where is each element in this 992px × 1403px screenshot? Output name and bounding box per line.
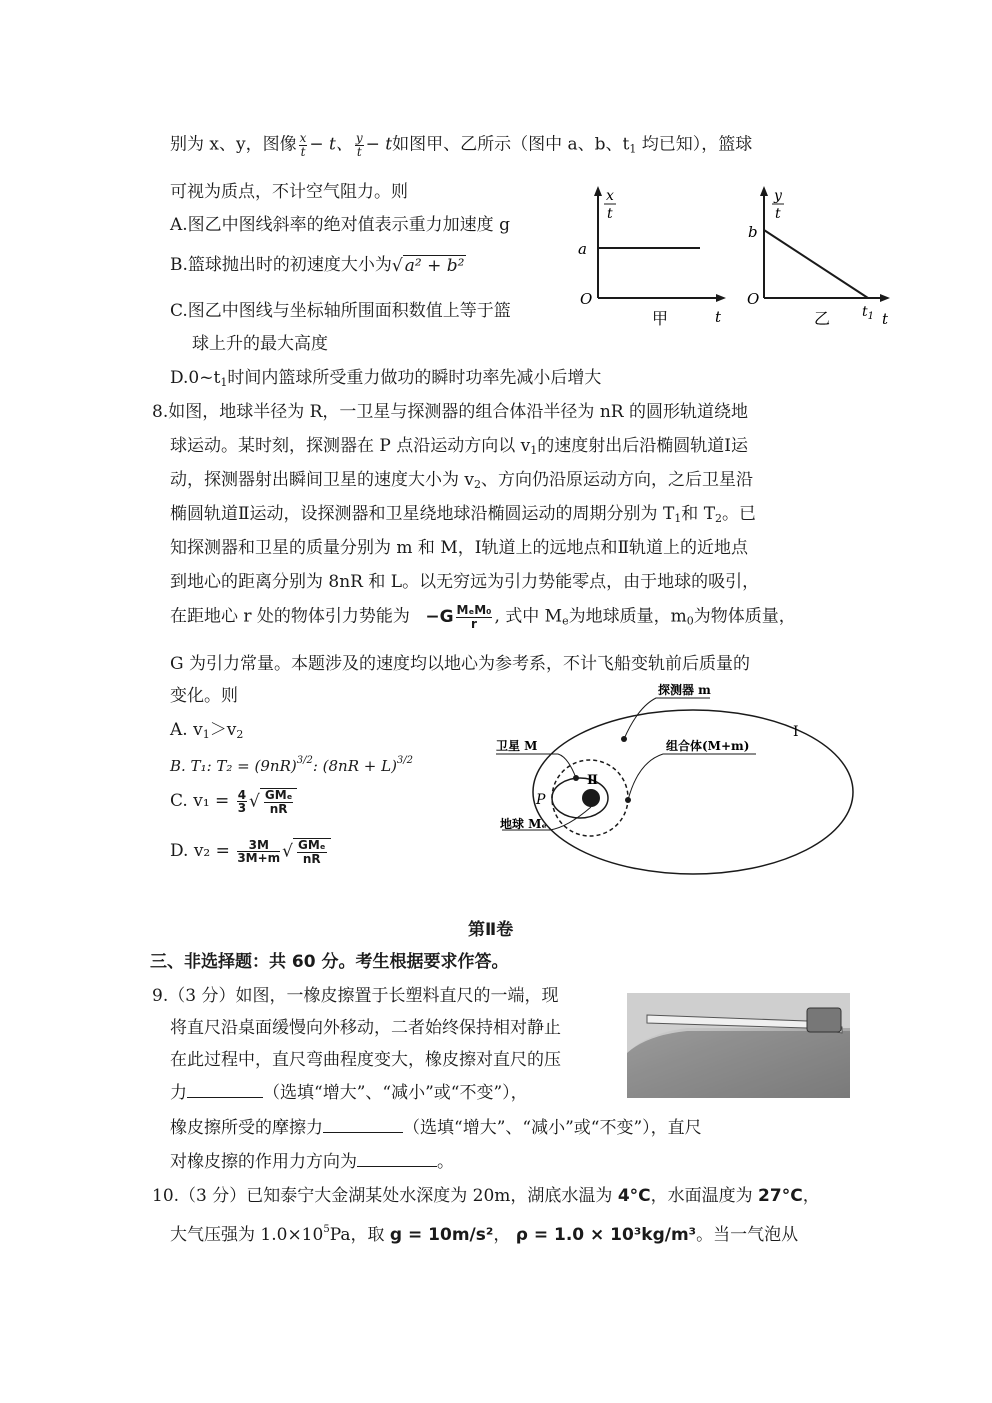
q8-line9: 变化。则 bbox=[170, 686, 238, 706]
probe-leader-line bbox=[624, 698, 710, 739]
ruler-eraser-photo bbox=[627, 993, 850, 1098]
y-axis-arrow-icon bbox=[594, 186, 602, 196]
y-label-den: t bbox=[607, 206, 613, 222]
q8-line3: 动，探测器射出瞬间卫星的速度大小为 v2、方向仍沿原运动方向，之后卫星沿 bbox=[170, 470, 754, 491]
q10-line1: 10.（3 分）已知泰宁大金湖某处水深度为 20m，湖底水温为 4°C，水面温度为 27°C， bbox=[152, 1186, 820, 1206]
q8-line4: 椭圆轨道Ⅱ运动，设探测器和卫星绕地球沿椭圆运动的周期分别为 T1和 T2。已 bbox=[170, 504, 757, 525]
q10-line2: 大气压强为 $1.0\times 10^5Pa$，取 g = 10m/s²， ρ = 1.0 × 10³kg/m³。当一气泡从 bbox=[170, 1224, 799, 1245]
t1-label: $t_1$ bbox=[862, 304, 875, 322]
section-heading: 三、非选择题：共 60 分。考生根据要求作答。 bbox=[150, 952, 509, 972]
orbit-II-label: Ⅱ bbox=[587, 773, 598, 788]
graph-yi bbox=[740, 182, 900, 332]
q8-line8: G 为引力常量。本题涉及的速度均以地心为参考系，不计飞船变轨前后质量的 bbox=[170, 654, 750, 674]
photo-drawing bbox=[627, 993, 850, 1098]
graph-jia bbox=[570, 182, 740, 332]
orbit-I-ellipse bbox=[533, 710, 853, 874]
x-label: t bbox=[715, 308, 722, 326]
q7-option-c-line2: 球上升的最大高度 bbox=[192, 334, 328, 354]
q8-option-d: D. v₂ = $\frac{3M}{3M+m}$ √ $\frac{\text{GMₑ}}{nR}$ bbox=[170, 838, 331, 865]
q8-option-a: A. v1＞v2 bbox=[170, 720, 244, 741]
q9-line2: 将直尺沿桌面缓慢向外移动，二者始终保持相对静止 bbox=[170, 1018, 561, 1038]
y-label-den: t bbox=[775, 206, 781, 222]
q7-option-a: A.图乙中图线斜率的绝对值表示重力加速度 g bbox=[170, 215, 510, 235]
q7-option-c-line1: C.图乙中图线与坐标轴所围面积数值上等于篮 bbox=[170, 301, 511, 321]
earth-icon bbox=[582, 789, 600, 807]
origin-label: O bbox=[747, 290, 760, 308]
graph-line-decreasing bbox=[764, 230, 868, 298]
y-label-num: x bbox=[606, 188, 614, 204]
orbit-I-label: Ⅰ bbox=[793, 724, 799, 740]
x-label: t bbox=[882, 310, 889, 328]
q7-line1: 别为 x、y，图像 $\frac{x}{t}$ − t、 $\frac{y}{t}$ − t如图甲、乙所示（图中 a、b、t1 均已知），篮球 bbox=[170, 131, 753, 159]
q7-option-b: B.篮球抛出时的初速度大小为√ a² + b² bbox=[170, 255, 465, 276]
q8-line6: 到地心的距离分别为 8nR 和 L。以无穷远为引力势能零点，由于地球的吸引， bbox=[170, 572, 760, 592]
P-label: P bbox=[536, 792, 546, 808]
intercept-label: b bbox=[748, 223, 758, 241]
level-label: a bbox=[578, 240, 587, 258]
q7-option-d: D.0~t1时间内篮球所受重力做功的瞬时功率先减小后增大 bbox=[170, 368, 602, 389]
q8-line1: 8.如图，地球半径为 R，一卫星与探测器的组合体沿半径为 nR 的圆形轨道绕地 bbox=[152, 402, 748, 422]
fraction-y-over-t: $\frac{y}{t}$ bbox=[355, 131, 363, 159]
y-label-num: y bbox=[774, 188, 782, 204]
orbit-diagram bbox=[488, 682, 863, 882]
q9-line5: 橡皮擦所受的摩擦力 （选填“增大”、“减小”或“不变”），直尺 bbox=[170, 1118, 702, 1138]
q8-line7: 在距地心 r 处的物体引力势能为 −G $\frac{\text{MₑM₀}}{r}$ , 式中 Me为地球质量，m0为物体质量， bbox=[170, 603, 796, 631]
potential-energy-fraction: $\frac{\text{MₑM₀}}{r}$ bbox=[456, 603, 492, 631]
combo-leader-line bbox=[628, 754, 756, 800]
graph-caption: 乙 bbox=[814, 309, 831, 328]
sqrt-expression: √ a² + b² bbox=[391, 256, 465, 276]
q8-option-c: C. v₁ = $\frac{4}{3}$ √ $\frac{\text{GMₑ}}{nR}$ bbox=[170, 788, 297, 815]
q8-line5: 知探测器和卫星的质量分别为 m 和 M，Ⅰ轨道上的远地点和Ⅱ轨道上的近地点 bbox=[170, 538, 749, 558]
eraser-shape bbox=[807, 1008, 841, 1032]
q9-line3: 在此过程中，直尺弯曲程度变大，橡皮擦对直尺的压 bbox=[170, 1050, 561, 1070]
graph-caption: 甲 bbox=[652, 309, 669, 328]
q9-line6: 对橡皮擦的作用力方向为 。 bbox=[170, 1152, 454, 1172]
combo-label: 组合体(M+m) bbox=[666, 739, 750, 753]
answer-blank-2[interactable] bbox=[323, 1118, 403, 1133]
answer-blank-3[interactable] bbox=[357, 1152, 437, 1167]
earth-label: 地球 Mₑ bbox=[500, 817, 547, 831]
answer-blank-1[interactable] bbox=[187, 1083, 263, 1098]
q8-line2: 球运动。某时刻，探测器在 P 点沿运动方向以 v1的速度射出后沿椭圆轨道Ⅰ运 bbox=[170, 436, 748, 457]
probe-label: 探测器 m bbox=[658, 683, 711, 697]
y-axis-arrow-icon bbox=[760, 186, 768, 196]
satellite-label: 卫星 M bbox=[496, 739, 538, 753]
fraction-x-over-t: $\frac{x}{t}$ bbox=[299, 131, 307, 159]
q9-line4: 力 （选填“增大”、“减小”或“不变”）， bbox=[170, 1083, 528, 1103]
x-axis-arrow-icon bbox=[880, 294, 890, 302]
q7-line2: 可视为质点，不计空气阻力。则 bbox=[170, 182, 408, 202]
q9-line1: 9.（3 分）如图，一橡皮擦置于长塑料直尺的一端，现 bbox=[152, 986, 559, 1006]
section-title: 第Ⅱ卷 bbox=[468, 920, 514, 940]
x-axis-arrow-icon bbox=[716, 294, 726, 302]
origin-label: O bbox=[580, 290, 593, 308]
q8-option-b: B. T₁: $T_2 = (9nR)^{3/2}$: $(8nR + L)^{3/2}$ bbox=[170, 755, 414, 775]
